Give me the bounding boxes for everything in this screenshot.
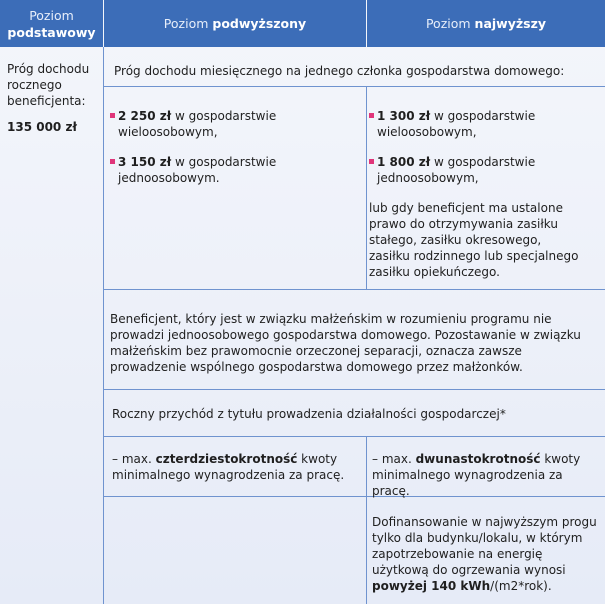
grid-line <box>366 436 367 604</box>
grid-line <box>103 47 104 604</box>
bullet-icon <box>110 159 115 164</box>
grid-line <box>103 289 605 290</box>
cofinancing-suffix: /(m2*rok). <box>490 579 552 593</box>
grid-line <box>366 86 367 289</box>
basic-threshold-amount: 135 000 zł <box>7 120 77 134</box>
header-highest-bold: najwyższy <box>474 16 547 31</box>
business-elevated-bold: czterdziestokrotność <box>155 452 298 466</box>
highest-single-line2: jednoosobowym, <box>377 171 479 185</box>
elevated-single-text: w gospodarstwie <box>171 155 277 169</box>
header-elevated <box>104 0 366 47</box>
elevated-multi-text: w gospodarstwie <box>171 109 277 123</box>
highest-single-amount: 1 800 zł <box>377 155 431 169</box>
bullet-icon <box>369 113 374 118</box>
elevated-single-line2: jednoosobowym. <box>118 171 220 185</box>
business-elevated-prefix: – max. <box>112 452 156 466</box>
business-highest <box>372 451 597 499</box>
highest-multi-line2: wieloosobowym, <box>377 125 477 139</box>
header-basic <box>0 0 103 47</box>
highest-alt-condition: lub gdy beneficjent ma ustalone prawo do otrzymywania zasiłku stałego, zasiłku okresowego, zasiłku rodzinnego lub specjalnego zasiłku opiekuńczego. <box>369 201 579 279</box>
elevated-thresholds <box>110 108 360 186</box>
business-income-heading: Roczny przychód z tytułu prowadzenia działalności gospodarczej* <box>112 407 506 421</box>
highest-single-text: w gospodarstwie <box>430 155 536 169</box>
business-highest-suffix: kwoty minimalnego wynagrodzenia za pracę. <box>372 452 585 498</box>
business-highest-prefix: – max. <box>372 452 416 466</box>
basic-threshold <box>7 61 99 135</box>
header-basic-normal: Poziom <box>29 7 74 23</box>
cofinancing-text: Dofinansowanie w najwyższym progu tylko dla budynku/lokalu, w którym zapotrzebowanie na energię użytkową do ogrzewania wynosi <box>372 515 597 577</box>
cofinancing-bold: powyżej 140 kWh <box>372 579 491 593</box>
highest-single-item <box>369 154 599 170</box>
highest-thresholds <box>369 108 599 280</box>
header-highest <box>367 0 605 47</box>
basic-threshold-value <box>7 119 99 135</box>
monthly-threshold-heading: Próg dochodu miesięcznego na jednego członka gospodarstwa domowego: <box>114 64 565 78</box>
highest-multi-text: w gospodarstwie <box>430 109 536 123</box>
bullet-icon <box>369 159 374 164</box>
header-elevated-normal: Poziom <box>163 16 213 31</box>
bullet-icon <box>110 113 115 118</box>
header-elevated-bold: podwyższony <box>212 16 307 31</box>
grid-line <box>103 389 605 390</box>
elevated-multi-item <box>110 108 360 124</box>
header-basic-bold: podstawowy <box>7 24 96 40</box>
cofinancing-note <box>372 514 600 594</box>
highest-multi-item <box>369 108 599 124</box>
highest-multi-amount: 1 300 zł <box>377 109 431 123</box>
business-elevated-suffix: kwoty minimalnego wynagrodzenia za pracę. <box>112 452 345 482</box>
header-highest-normal: Poziom <box>425 16 475 31</box>
elevated-multi-line2: wieloosobowym, <box>118 125 218 139</box>
business-elevated <box>112 451 357 483</box>
grid-line <box>103 436 605 437</box>
grid-line <box>103 86 605 87</box>
elevated-single-item <box>110 154 360 170</box>
marriage-note: Beneficjent, który jest w związku małżeńskim w rozumieniu programu nie prowadzi jednoosobowego gospodarstwa domowego. Pozostawanie w związku małżeńskim bez prawomocnie orzeczonej separacji, oznacza zawsze prowadzenie wspólnego gospodarstwa domowego przez małżonków. <box>110 312 581 374</box>
elevated-single-amount: 3 150 zł <box>118 155 172 169</box>
elevated-multi-amount: 2 250 zł <box>118 109 172 123</box>
business-highest-bold: dwunastokrotność <box>415 452 541 466</box>
basic-threshold-label: Próg dochodu rocznego beneficjenta: <box>7 62 90 108</box>
